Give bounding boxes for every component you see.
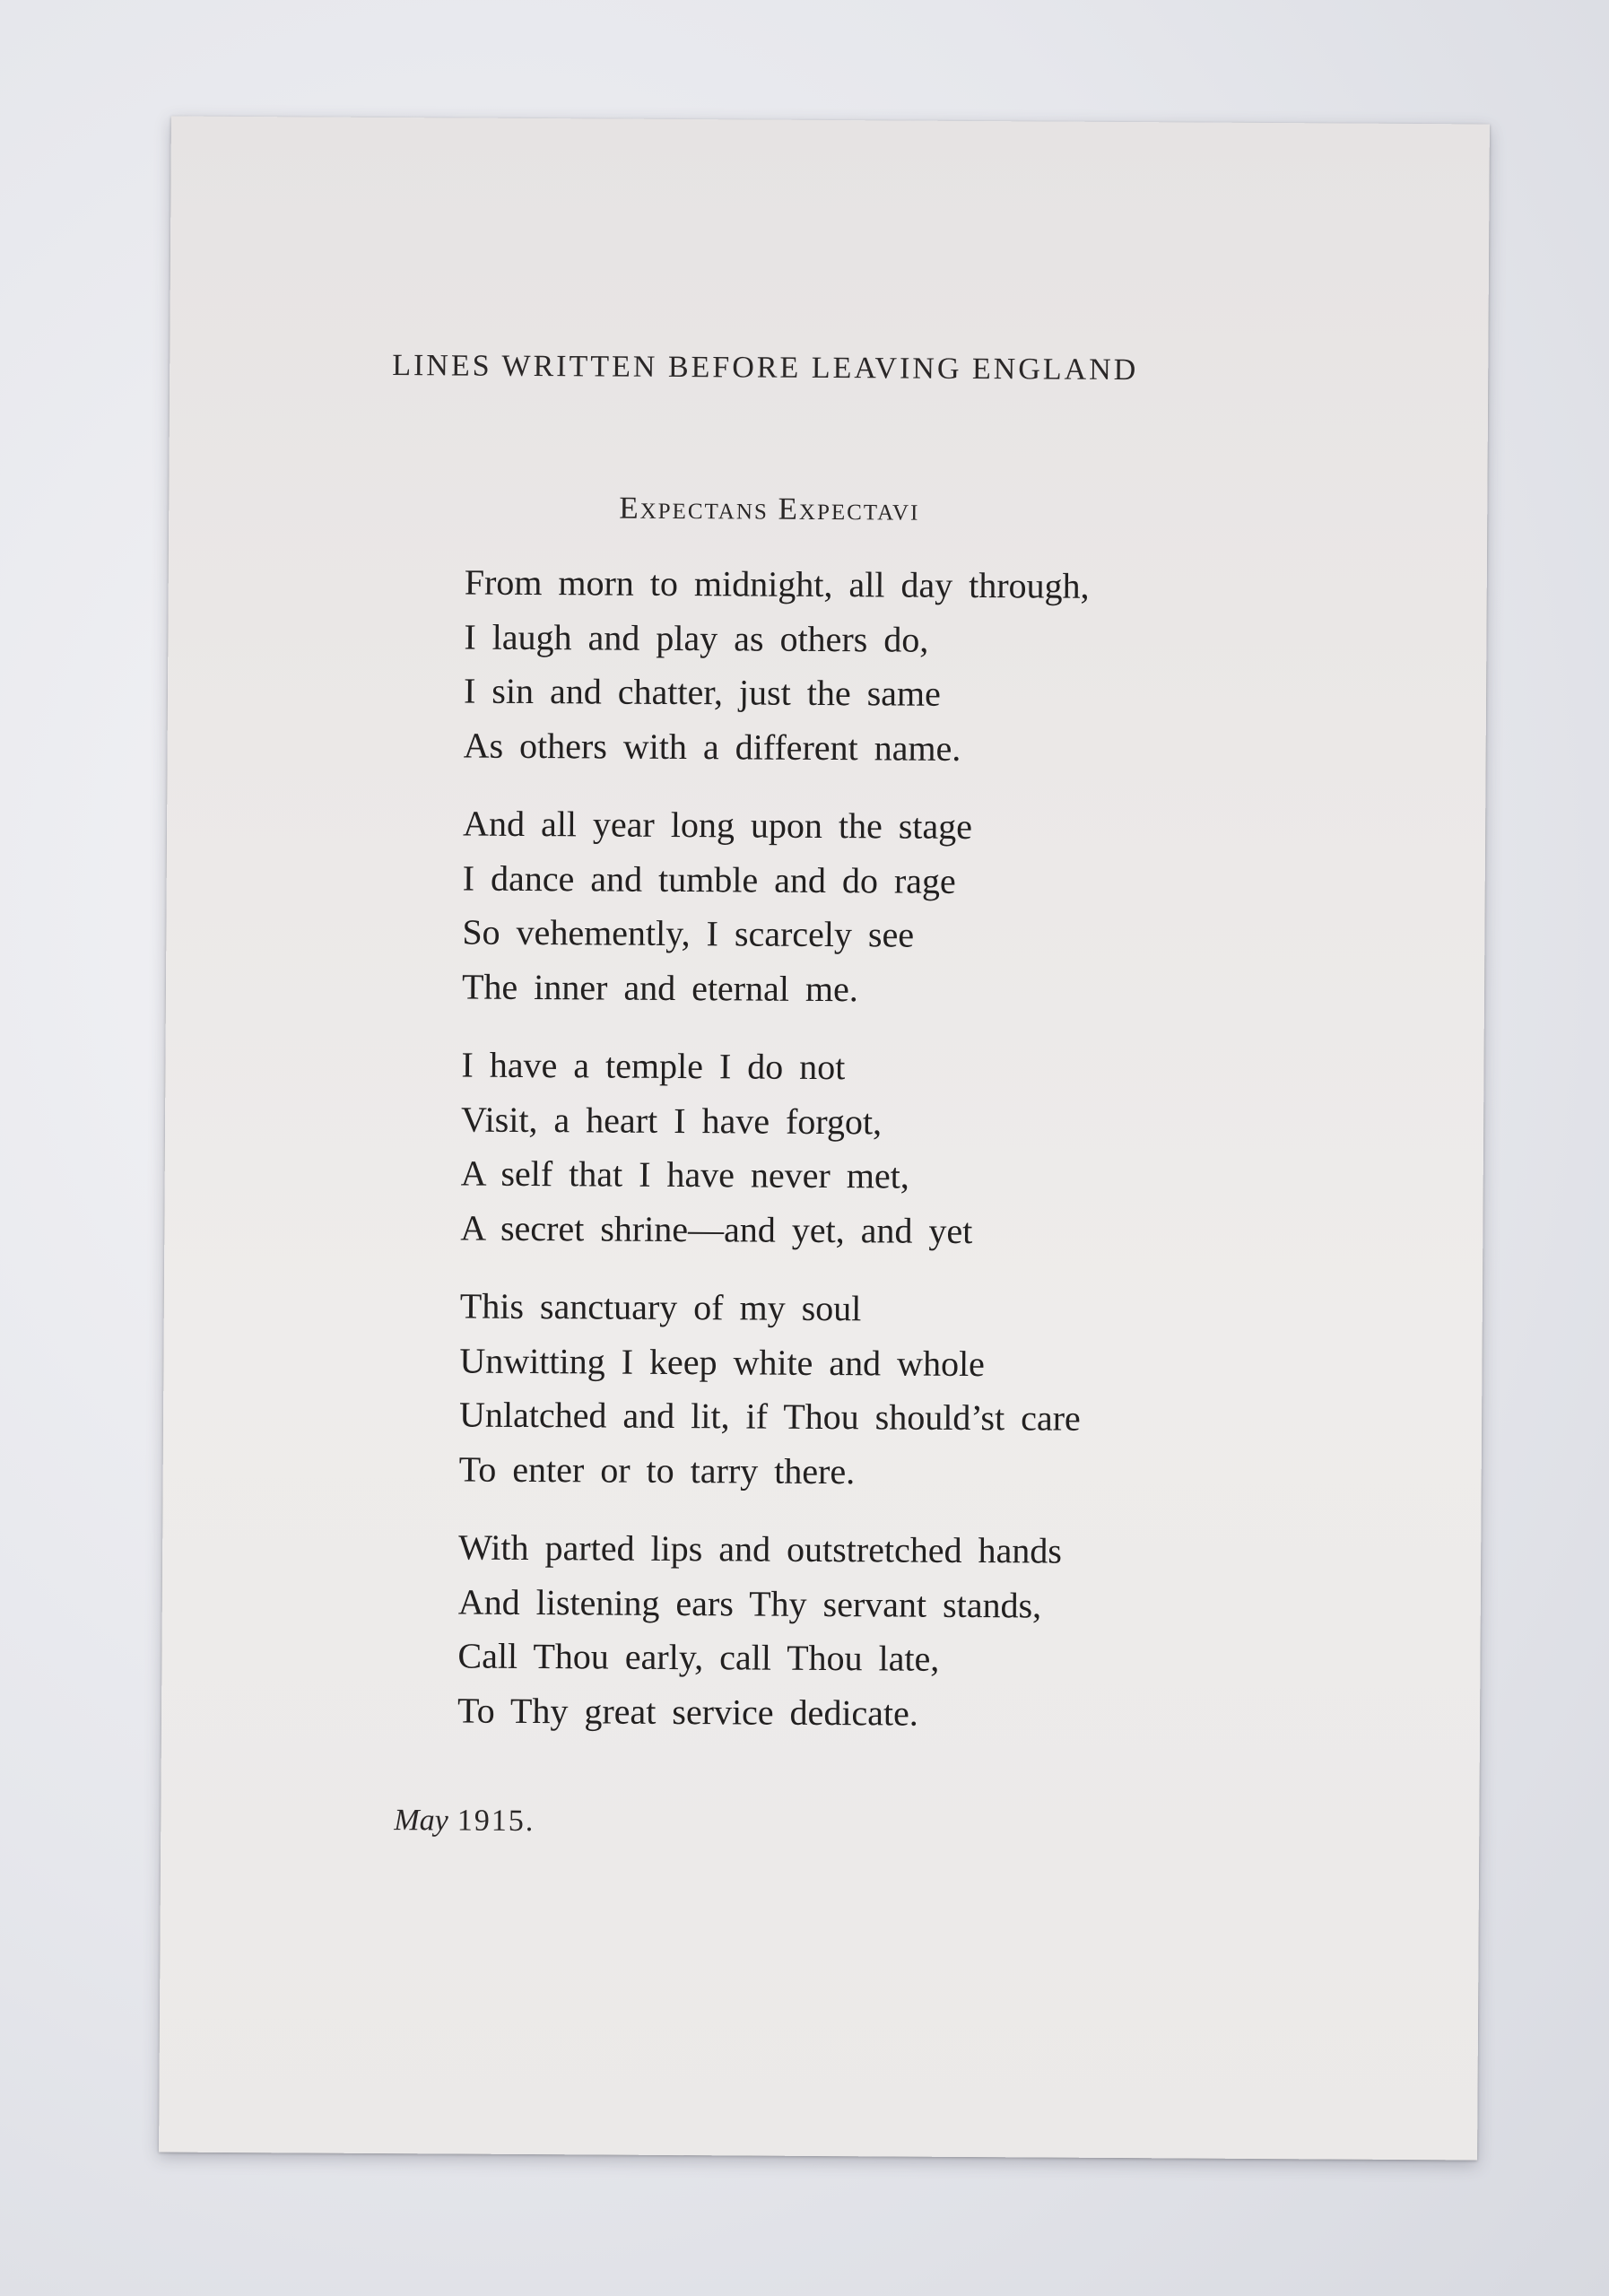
poem-line: Unlatched and lit, if Thou should’st care [458, 1394, 1081, 1439]
poem-line: Call Thou early, call Thou late, [457, 1635, 940, 1679]
poem-line: Unwitting I keep white and whole [459, 1340, 986, 1384]
poem-line: This sanctuary of my soul [459, 1285, 862, 1329]
poem-line: I have a temple I do not [461, 1044, 846, 1088]
date-month: May [394, 1804, 448, 1838]
stanza-2 [462, 797, 1360, 1020]
poem-line: To enter or to tarry there. [458, 1448, 856, 1492]
poem-line: Visit, a heart I have forgot, [460, 1099, 883, 1142]
poem-line: From morn to midnight, all day through, [464, 561, 1090, 606]
poem-line: A self that I have never met, [460, 1152, 909, 1196]
date-line [394, 1804, 535, 1839]
poem-line: With parted lips and outstretched hands [458, 1526, 1063, 1571]
poem-line: I laugh and play as others do, [464, 616, 929, 660]
poem-line: I dance and tumble and do rage [462, 857, 956, 901]
poem-line: So vehemently, I scarcely see [462, 911, 915, 955]
poem-line: A secret shrine—and yet, and yet [460, 1207, 973, 1251]
poem-line: As others with a different name. [463, 725, 961, 769]
poem-line: The inner and eternal me. [461, 966, 858, 1009]
date-year: 1915. [457, 1804, 535, 1839]
paper-sheet [159, 117, 1490, 2161]
stanza-4 [459, 1280, 1357, 1502]
stanza-1 [463, 556, 1361, 778]
stanza-3 [460, 1039, 1358, 1261]
poem-line: And all year long upon the stage [462, 803, 973, 848]
poem-body [457, 556, 1361, 1768]
stanza-5 [457, 1521, 1355, 1744]
page-heading: LINES WRITTEN BEFORE LEAVING ENGLAND [392, 349, 1139, 387]
poem-line: I sin and chatter, just the same [463, 670, 941, 714]
poem-title: Expectans Expectavi [619, 490, 920, 527]
poem-line: And listening ears Thy servant stands, [457, 1581, 1042, 1625]
poem-line: To Thy great service dedicate. [457, 1690, 919, 1734]
